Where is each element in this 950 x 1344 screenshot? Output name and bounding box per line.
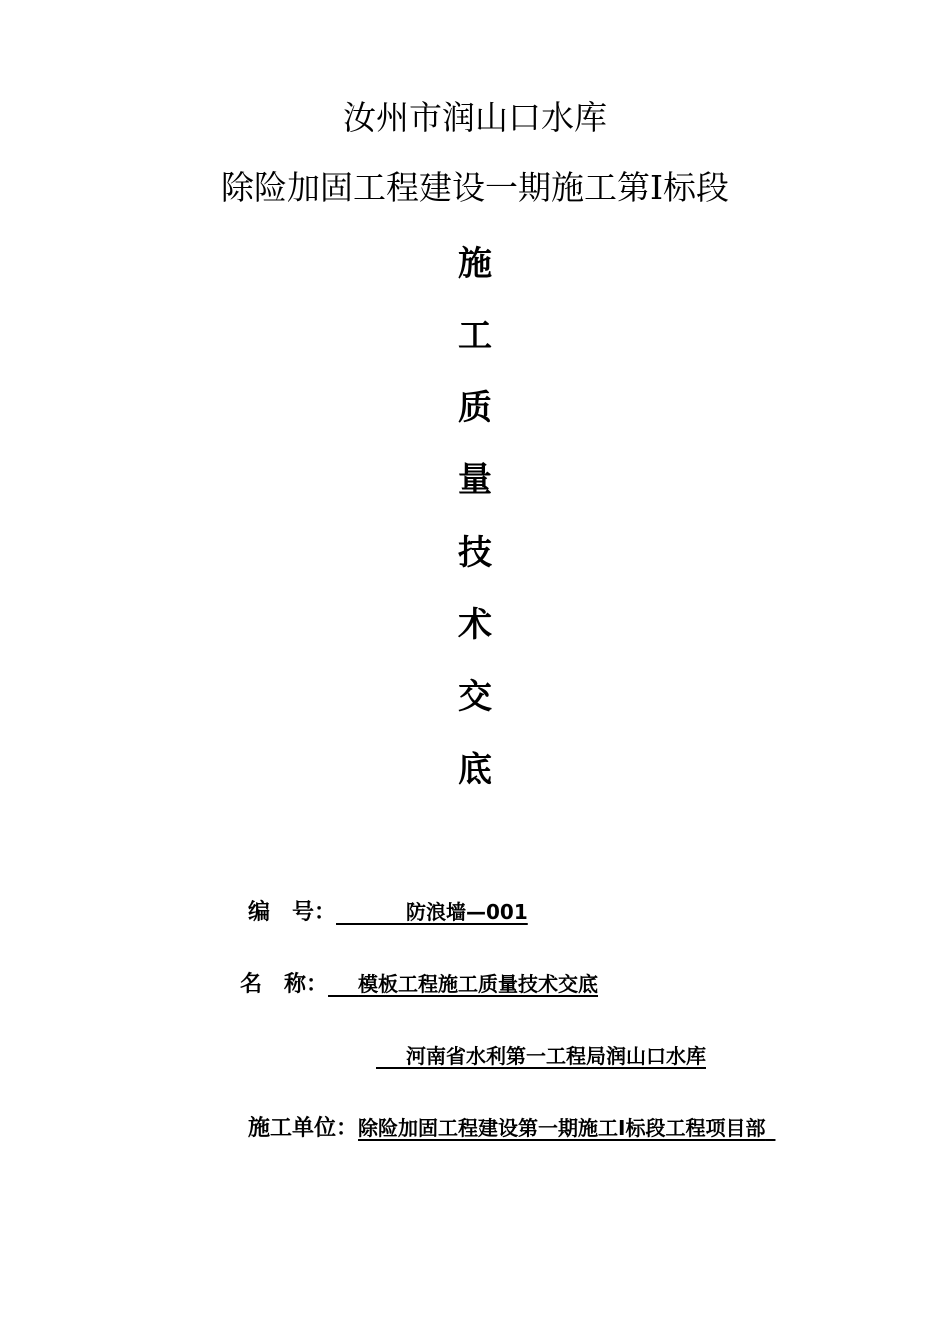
main-title-char-6: 术 xyxy=(458,605,492,645)
unit-line-1 xyxy=(376,1042,706,1071)
main-title-char-5: 技 xyxy=(458,533,492,573)
main-title-char-7: 交 xyxy=(458,677,492,717)
unit-value-line-1: 河南省水利第一工程局润山口水库 xyxy=(406,1044,706,1068)
number-field xyxy=(248,898,528,927)
main-title-char-1: 施 xyxy=(458,244,492,284)
number-value: 防浪墙—001 xyxy=(406,900,528,924)
name-value: 模板工程施工质量技术交底 xyxy=(358,972,599,996)
unit-field xyxy=(248,1114,775,1143)
project-name-line-1: 汝州市润山口水库 xyxy=(343,98,607,137)
unit-value-line-2: 除险加固工程建设第一期施工Ⅰ标段工程项目部 xyxy=(358,1116,766,1140)
main-title-char-3: 质 xyxy=(458,388,492,428)
project-name-line-2: 除险加固工程建设一期施工第Ⅰ标段 xyxy=(220,168,730,207)
name-label: 名 称： xyxy=(240,972,329,997)
number-label: 编 号： xyxy=(248,900,337,925)
name-field xyxy=(240,970,598,999)
main-title-char-8: 底 xyxy=(458,750,492,790)
unit-label: 施工单位： xyxy=(248,1116,359,1141)
main-title-char-4: 量 xyxy=(458,460,492,500)
main-title-char-2: 工 xyxy=(458,316,492,356)
